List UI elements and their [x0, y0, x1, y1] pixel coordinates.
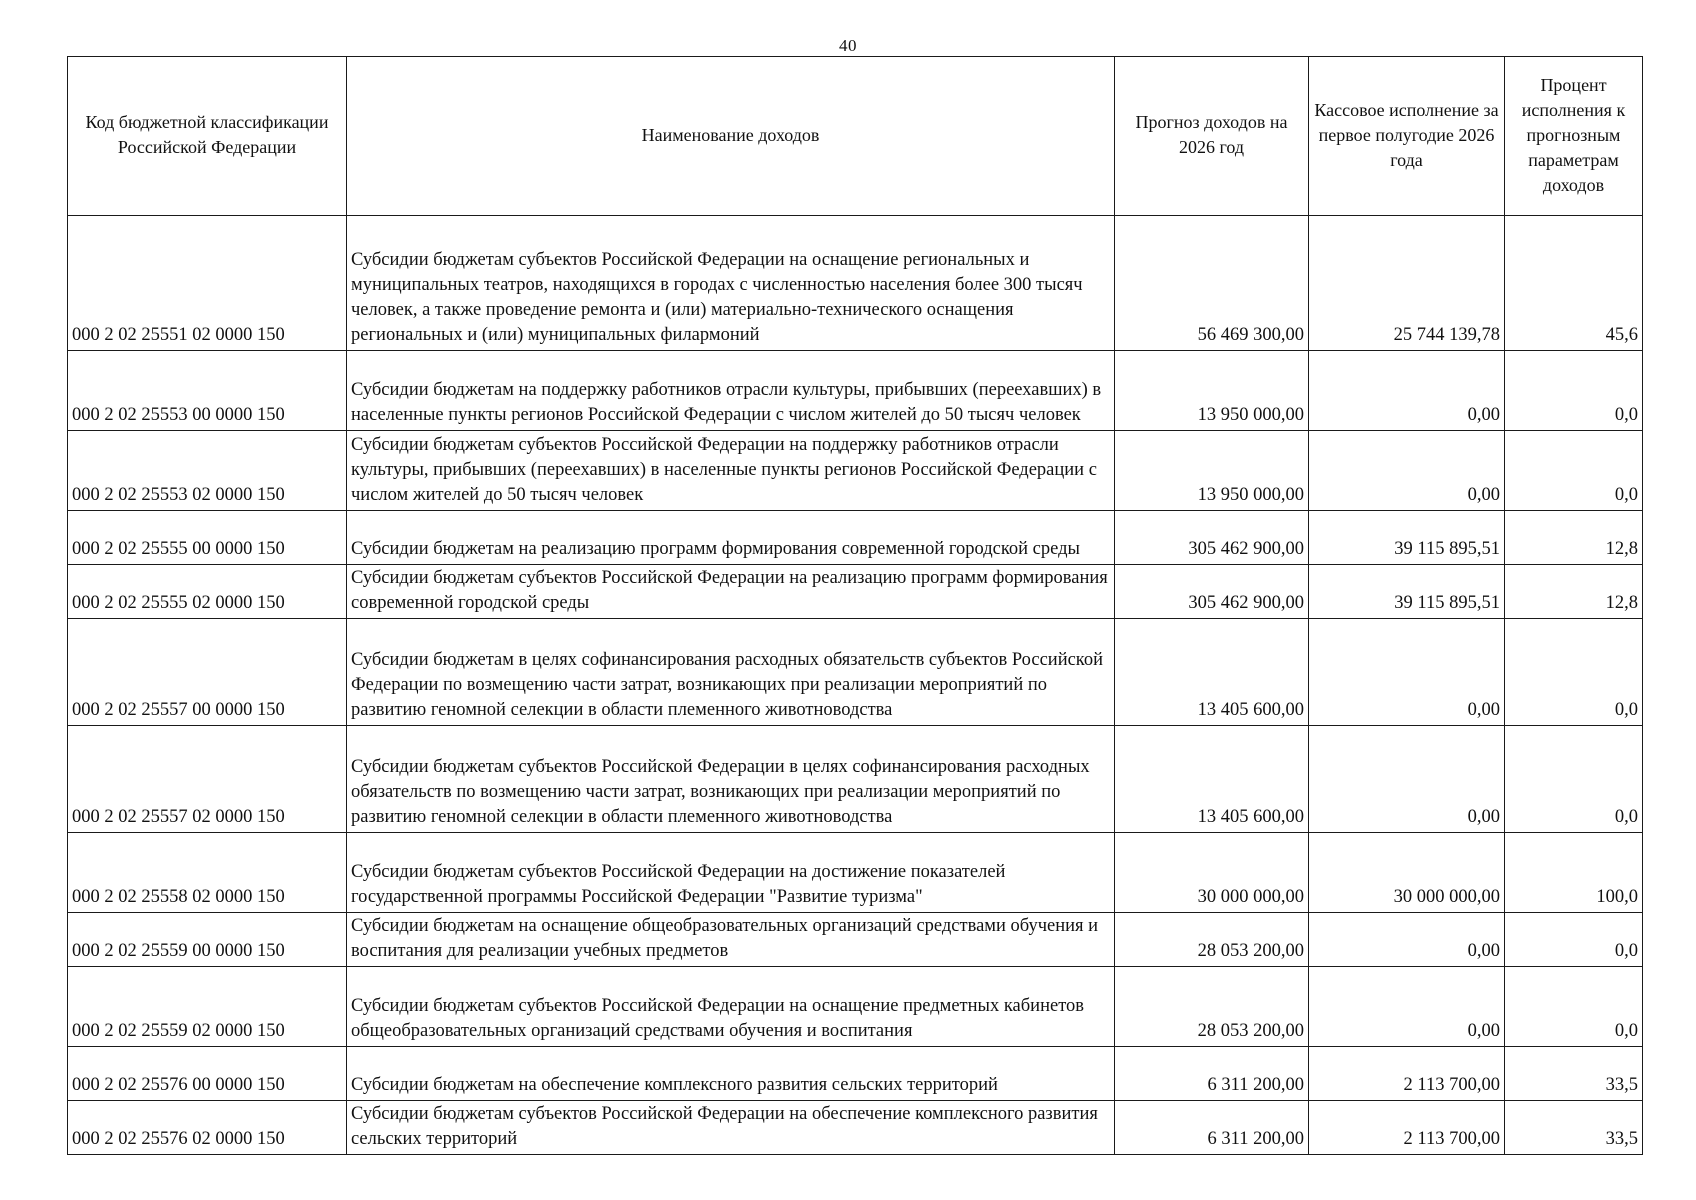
cash-cell: 0,00: [1309, 726, 1505, 833]
percent-cell: 0,0: [1505, 967, 1643, 1047]
percent-cell: 45,6: [1505, 216, 1643, 351]
header-forecast: Прогноз доходов на 2026 год: [1115, 57, 1309, 216]
name-cell: Субсидии бюджетам на обеспечение комплексного развития сельских территорий: [347, 1047, 1115, 1101]
code-cell: 000 2 02 25559 02 0000 150: [68, 967, 347, 1047]
name-cell: Субсидии бюджетам в целях софинансирования расходных обязательств субъектов Российской Федерации по возмещению части затрат, возникающих при реализации мероприятий по развитию геномной селекции в области племенного животноводства: [347, 619, 1115, 726]
percent-cell: 0,0: [1505, 913, 1643, 967]
forecast-cell: 28 053 200,00: [1115, 913, 1309, 967]
table-row: [68, 431, 1643, 511]
percent-cell: 12,8: [1505, 511, 1643, 565]
forecast-cell: 28 053 200,00: [1115, 967, 1309, 1047]
table-row: [68, 726, 1643, 833]
percent-cell: 0,0: [1505, 431, 1643, 511]
table-header-row: [68, 57, 1643, 216]
forecast-cell: 6 311 200,00: [1115, 1101, 1309, 1155]
table-row: [68, 619, 1643, 726]
forecast-cell: 13 950 000,00: [1115, 351, 1309, 431]
code-cell: 000 2 02 25559 00 0000 150: [68, 913, 347, 967]
table-row: [68, 565, 1643, 619]
forecast-cell: 13 405 600,00: [1115, 619, 1309, 726]
code-cell: 000 2 02 25557 02 0000 150: [68, 726, 347, 833]
table-row: [68, 913, 1643, 967]
cash-cell: 39 115 895,51: [1309, 565, 1505, 619]
cash-cell: 25 744 139,78: [1309, 216, 1505, 351]
cash-cell: 2 113 700,00: [1309, 1047, 1505, 1101]
forecast-cell: 305 462 900,00: [1115, 511, 1309, 565]
header-percent: Процент исполнения к прогнозным параметрам доходов: [1505, 57, 1643, 216]
cash-cell: 2 113 700,00: [1309, 1101, 1505, 1155]
forecast-cell: 6 311 200,00: [1115, 1047, 1309, 1101]
table-body: [68, 216, 1643, 1155]
code-cell: 000 2 02 25555 00 0000 150: [68, 511, 347, 565]
name-cell: Субсидии бюджетам субъектов Российской Федерации на достижение показателей государственной программы Российской Федерации "Развитие туризма": [347, 833, 1115, 913]
header-name: Наименование доходов: [347, 57, 1115, 216]
code-cell: 000 2 02 25553 00 0000 150: [68, 351, 347, 431]
header-code: Код бюджетной классификации Российской Федерации: [68, 57, 347, 216]
table-row: [68, 1101, 1643, 1155]
code-cell: 000 2 02 25576 00 0000 150: [68, 1047, 347, 1101]
percent-cell: 0,0: [1505, 351, 1643, 431]
code-cell: 000 2 02 25576 02 0000 150: [68, 1101, 347, 1155]
percent-cell: 0,0: [1505, 619, 1643, 726]
name-cell: Субсидии бюджетам субъектов Российской Федерации на реализацию программ формирования современной городской среды: [347, 565, 1115, 619]
percent-cell: 33,5: [1505, 1101, 1643, 1155]
forecast-cell: 30 000 000,00: [1115, 833, 1309, 913]
cash-cell: 0,00: [1309, 913, 1505, 967]
code-cell: 000 2 02 25557 00 0000 150: [68, 619, 347, 726]
name-cell: Субсидии бюджетам на оснащение общеобразовательных организаций средствами обучения и воспитания для реализации учебных предметов: [347, 913, 1115, 967]
name-cell: Субсидии бюджетам субъектов Российской Федерации на поддержку работников отрасли культуры, прибывших (переехавших) в населенные пункты регионов Российской Федерации с числом жителей до 50 тысяч человек: [347, 431, 1115, 511]
code-cell: 000 2 02 25555 02 0000 150: [68, 565, 347, 619]
cash-cell: 30 000 000,00: [1309, 833, 1505, 913]
cash-cell: 0,00: [1309, 351, 1505, 431]
percent-cell: 100,0: [1505, 833, 1643, 913]
percent-cell: 12,8: [1505, 565, 1643, 619]
name-cell: Субсидии бюджетам на поддержку работников отрасли культуры, прибывших (переехавших) в населенные пункты регионов Российской Федерации с числом жителей до 50 тысяч человек: [347, 351, 1115, 431]
cash-cell: 0,00: [1309, 619, 1505, 726]
name-cell: Субсидии бюджетам субъектов Российской Федерации на оснащение предметных кабинетов общеобразовательных организаций средствами обучения и воспитания: [347, 967, 1115, 1047]
forecast-cell: 56 469 300,00: [1115, 216, 1309, 351]
name-cell: Субсидии бюджетам субъектов Российской Федерации в целях софинансирования расходных обязательств по возмещению части затрат, возникающих при реализации мероприятий по развитию геномной селекции в области племенного животноводства: [347, 726, 1115, 833]
name-cell: Субсидии бюджетам субъектов Российской Федерации на оснащение региональных и муниципальных театров, находящихся в городах с численностью населения более 300 тысяч человек, а также проведение ремонта и (или) материально-технического оснащения региональных и (или) муниципальных филармоний: [347, 216, 1115, 351]
table-row: [68, 351, 1643, 431]
code-cell: 000 2 02 25558 02 0000 150: [68, 833, 347, 913]
table-row: [68, 1047, 1643, 1101]
table-row: [68, 967, 1643, 1047]
cash-cell: 0,00: [1309, 431, 1505, 511]
name-cell: Субсидии бюджетам на реализацию программ формирования современной городской среды: [347, 511, 1115, 565]
percent-cell: 33,5: [1505, 1047, 1643, 1101]
header-cash: Кассовое исполнение за первое полугодие 2026 года: [1309, 57, 1505, 216]
code-cell: 000 2 02 25551 02 0000 150: [68, 216, 347, 351]
code-cell: 000 2 02 25553 02 0000 150: [68, 431, 347, 511]
page-number: 40: [839, 36, 857, 55]
cash-cell: 39 115 895,51: [1309, 511, 1505, 565]
table-row: [68, 511, 1643, 565]
name-cell: Субсидии бюджетам субъектов Российской Федерации на обеспечение комплексного развития сельских территорий: [347, 1101, 1115, 1155]
percent-cell: 0,0: [1505, 726, 1643, 833]
forecast-cell: 13 405 600,00: [1115, 726, 1309, 833]
revenue-table: [67, 56, 1643, 1155]
table-row: [68, 833, 1643, 913]
table-row: [68, 216, 1643, 351]
cash-cell: 0,00: [1309, 967, 1505, 1047]
forecast-cell: 305 462 900,00: [1115, 565, 1309, 619]
forecast-cell: 13 950 000,00: [1115, 431, 1309, 511]
